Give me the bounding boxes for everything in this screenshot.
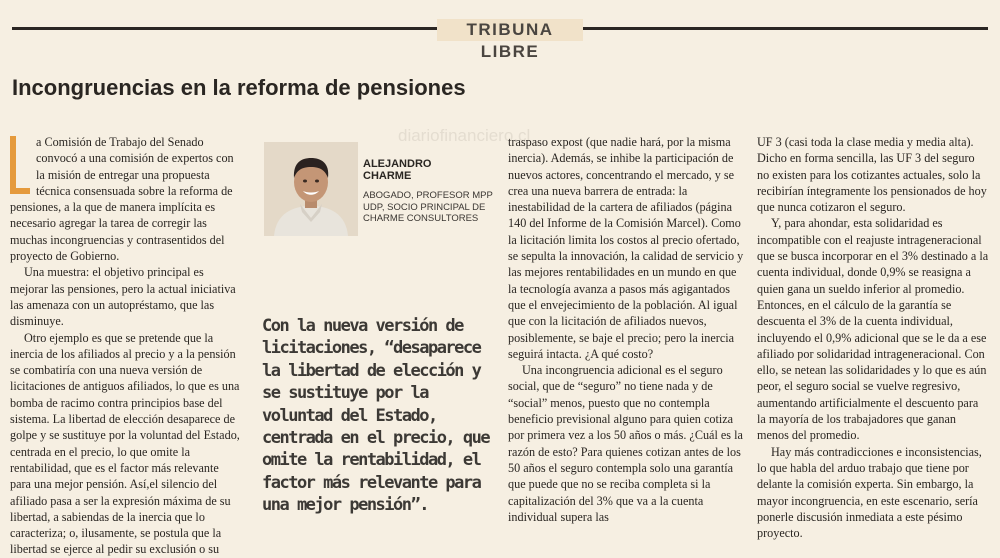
header-rule-left <box>12 27 437 30</box>
author-role: ABOGADO, PROFESOR MPP UDP, SOCIO PRINCIPAL DE CHARME CONSULTORES <box>363 190 493 224</box>
section-label: TRIBUNA LIBRE <box>437 19 583 41</box>
column-4 <box>757 134 989 541</box>
headline: Incongruencias en la reforma de pensiones <box>12 75 466 100</box>
col3-paragraph-1: traspaso expost (que nadie hará, por la misma inercia). Además, se inhibe la participación de nuevos actores, concentrando el mercado, y se crea una nueva barrera de entrada: la inestabilidad de la cartera de afiliados (página 140 del Informe de la Comisión Marcel). Como la licitación limita los costos al precio ofertado, se sepulta la innovación, la calidad de servicio y las mejores rentabilidades en un mundo en que la tecnología avanza a pasos más agigantados que el envejecimiento de la población. Al igual que con la licitación de afiliados nuevos, posiblemente, se baje el precio; pero la inercia seguirá intacta. ¿A qué costo? <box>508 135 744 361</box>
author-name-first: ALEJANDRO <box>363 158 432 170</box>
author-name-last: CHARME <box>363 170 412 182</box>
col4-paragraph-1: UF 3 (casi toda la clase media y media alta). Dicho en forma sencilla, las UF 3 del seguro no existen para los cotizantes actuales, solo la recibirían íntegramente los pensionados de hoy que nunca cotizaron el seguro. <box>757 135 987 215</box>
header-rule-right <box>583 27 988 30</box>
watermark: diariofinanciero.cl <box>398 126 531 145</box>
author-portrait-icon <box>264 142 358 236</box>
author-photo <box>264 142 358 236</box>
col1-paragraph-2: Una muestra: el objetivo principal es mejorar las pensiones, pero la actual iniciativa las amenaza con un autopréstamo, que las disminuye. <box>10 265 236 329</box>
col1-paragraph-3: Otro ejemplo es que se pretende que la inercia de los afiliados al precio y a la pensión se combatiría con una nueva versión de licitaciones de antiguos afiliados, lo que es una bomba de racimo contra principios base del sistema. La libertad de elección desaparece de golpe y se sustituye por la voluntad del Estado, centrada en el precio, lo que omite la rentabilidad, que es el factor más relevante para una mejor pensión. Así,el silencio del afiliado pasa a ser la expresión máxima de su libertad, a sabiendas de la inercia que lo caracteriza; o, ilusamente, se postula que la libertad se ejerce al pedir su exclusión o su <box>10 330 240 557</box>
col1-paragraph-1: a Comisión de Trabajo del Senado convocó a una comisión de expertos con la misión de entregar una propuesta técnica consensuada sobre la reforma de pensiones, a la que de manera implícita es necesario agregar la tarea de corregir las muchas incongruencias y contrasentidos del proyecto de Gobierno. <box>10 135 234 264</box>
column-3 <box>508 134 746 525</box>
dropcap <box>10 136 30 194</box>
author-block <box>363 158 503 225</box>
column-1 <box>10 134 242 558</box>
col4-paragraph-2: Y, para ahondar, esta solidaridad es incompatible con el reajuste intrageneracional que se busca incorporar en el 3% destinado a la cuenta individual, donde 0,9% se reasigna a quien gana un sueldo inferior al promedio. Entonces, en el cálculo de la garantía se descuenta el 3% de la cuenta individual, incluyendo el 0,9% adicional que se le da a ese afiliado por solidaridad intrageneracional. Con ello, se netean las solidaridades y lo que es aún peor, el seguro social se vuelve regresivo, aumentando artificialmente el descuento para la mayoría de los trabajadores que ganan menos del promedio. <box>757 216 989 443</box>
pull-quote: Con la nueva versión de licitaciones, “desaparece la libertad de elección y se sustituye por la voluntad del Estado, centrada en el precio, que omite la rentabilidad, el factor más relevante para una mejor pensión”. <box>262 316 490 516</box>
col4-paragraph-3: Hay más contradicciones e inconsistencias, lo que habla del arduo trabajo que tiene por delante la comisión experta. Sin embargo, la mayor incongruencia, en este escenario, sería ponerle discusión inmediata a este pésimo proyecto. <box>757 444 982 541</box>
col3-paragraph-2: Una incongruencia adicional es el seguro social, que de “seguro” no tiene nada y de “social” menos, puesto que no contempla beneficio previsional alguno para quien cotiza por primera vez a los 50 años o más. ¿Cuál es la razón de esto? Para quienes cotizan antes de los 50 años el seguro contempla solo una garantía que puede que no se reciba completa si la capitalización del 3% que va a la cuenta individual supera las <box>508 363 743 524</box>
